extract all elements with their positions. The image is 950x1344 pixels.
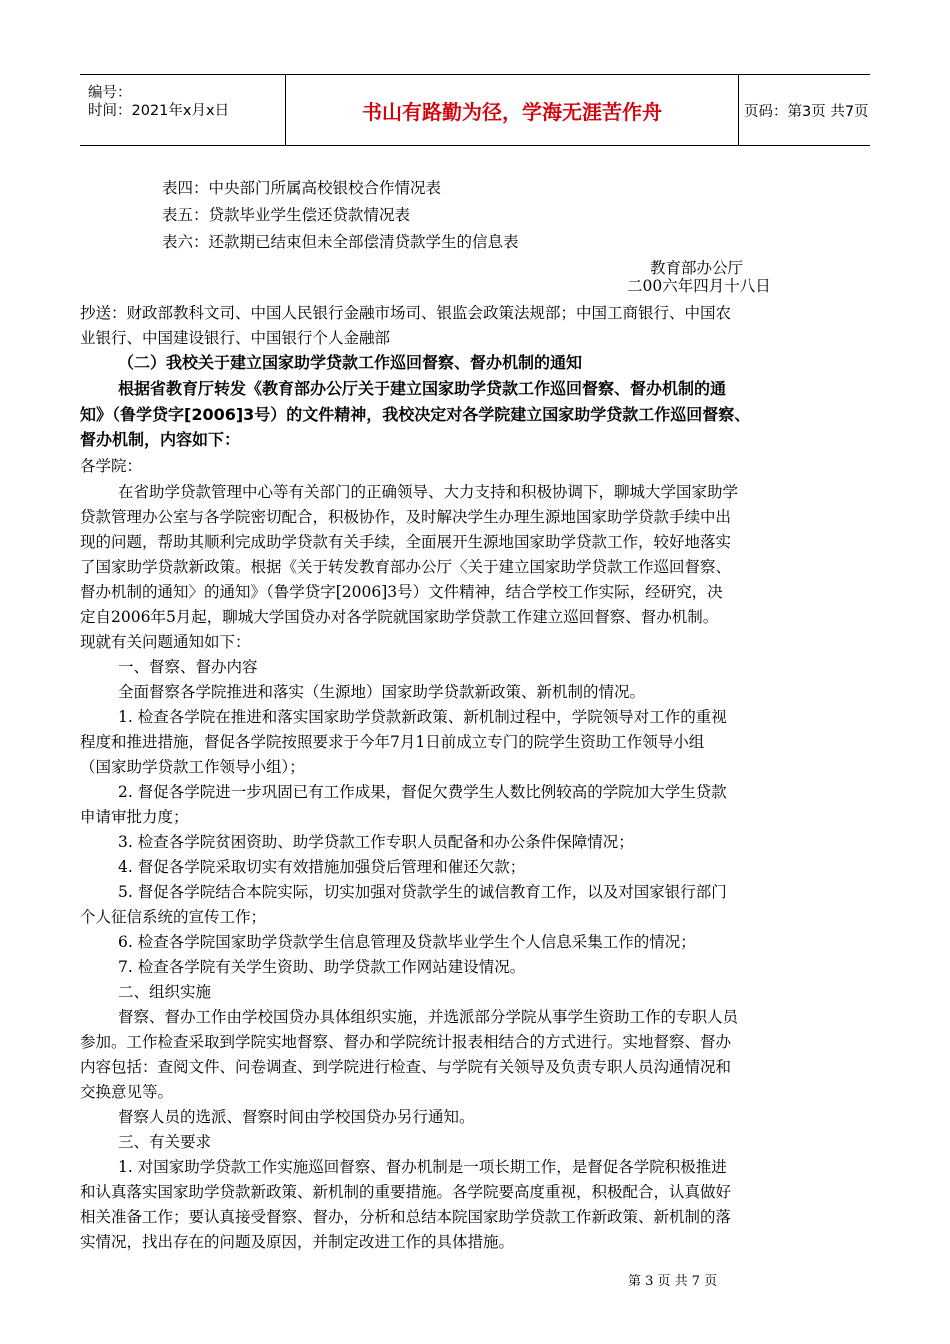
intro-line: 知》（鲁学贷字[2006]3号）的文件精神，我校决定对各学院建立国家助学贷款工作巡回督察、 <box>80 405 751 424</box>
body-line: （国家助学贷款工作领导小组）； <box>80 758 305 776</box>
body-line: 和认真落实国家助学贷款新政策、新机制的重要措施。各学院要高度重视，积极配合，认真做好 <box>80 1183 732 1201</box>
body-line: 督察人员的选派、督察时间由学校国贷办另行通知。 <box>118 1108 475 1126</box>
attachment-line: 表四：中央部门所属高校银校合作情况表 <box>162 179 442 197</box>
body-line: 4. 督促各学院采取切实有效措施加强贷后管理和催还欠款； <box>118 858 526 876</box>
cc-line: 抄送：财政部教科文司、中国人民银行金融市场司、银监会政策法规部；中国工商银行、中国农 <box>80 304 732 322</box>
body-line: 3. 检查各学院贫困资助、助学贷款工作专职人员配备和办公条件保障情况； <box>118 833 634 851</box>
body-line: 交换意见等。 <box>80 1083 174 1101</box>
section-heading: （二）我校关于建立国家助学贷款工作巡回督察、督办机制的通知 <box>118 353 583 372</box>
body-line: 5. 督促各学院结合本院实际，切实加强对贷款学生的诚信教育工作，以及对国家银行部门 <box>118 883 727 901</box>
body-line: 了国家助学贷款新政策。根据《关于转发教育部办公厅〈关于建立国家助学贷款工作巡回督察、 <box>80 558 732 576</box>
body-line: 现就有关问题通知如下： <box>80 633 251 651</box>
cc-line: 业银行、中国建设银行、中国银行个人金融部 <box>80 329 391 347</box>
body-line: 定自2006年5月起，聊城大学国贷办对各学院就国家助学贷款工作建立巡回督察、督办机制。 <box>80 608 719 626</box>
body-line: 6. 检查各学院国家助学贷款学生信息管理及贷款毕业学生个人信息采集工作的情况； <box>118 933 696 951</box>
body-line: 个人征信系统的宣传工作； <box>80 908 267 926</box>
body-line: 1. 检查各学院在推进和落实国家助学贷款新政策、新机制过程中，学院领导对工作的重视 <box>118 708 727 726</box>
time-label: 时间：2021年x月x日 <box>88 103 230 119</box>
body-line: 2. 督促各学院进一步巩固已有工作成果，督促欠费学生人数比例较高的学院加大学生贷款 <box>118 783 727 801</box>
intro-line: 根据省教育厅转发《教育部办公厅关于建立国家助学贷款工作巡回督察、督办机制的通 <box>118 379 727 398</box>
body-line: 全面督察各学院推进和落实（生源地）国家助学贷款新政策、新机制的情况。 <box>118 683 646 701</box>
header-page-label: 页码：第3页 共7页 <box>744 103 869 120</box>
body-line: 在省助学贷款管理中心等有关部门的正确领导、大力支持和积极协调下，聊城大学国家助学 <box>118 483 739 501</box>
body-line: 贷款管理办公室与各学院密切配合，积极协作，及时解决学生办理生源地国家助学贷款手续中出 <box>80 508 732 526</box>
body-line: 实情况，找出存在的问题及原因，并制定改进工作的具体措施。 <box>80 1233 515 1251</box>
header-meta <box>80 75 285 145</box>
issuer: 教育部办公厅 <box>650 259 744 277</box>
body-line: 申请审批力度； <box>80 808 189 826</box>
page-header <box>80 74 870 146</box>
body-line: 7. 检查各学院有关学生资助、助学贷款工作网站建设情况。 <box>118 958 526 976</box>
subsection-heading: 一、督察、督办内容 <box>118 658 258 676</box>
salutation: 各学院： <box>80 457 143 475</box>
subsection-heading: 三、有关要求 <box>118 1133 212 1151</box>
body-line: 督察、督办工作由学校国贷办具体组织实施，并选派部分学院从事学生资助工作的专职人员 <box>118 1008 739 1026</box>
body-line: 督办机制的通知〉的通知》（鲁学贷字[2006]3号）文件精神，结合学校工作实际，经研究，决 <box>80 583 723 601</box>
page-footer: 第 3 页 共 7 页 <box>628 1274 718 1289</box>
intro-line: 督办机制，内容如下： <box>80 430 241 449</box>
body-line: 1. 对国家助学贷款工作实施巡回督察、督办机制是一项长期工作，是督促各学院积极推进 <box>118 1158 727 1176</box>
attachment-line: 表六：还款期已结束但未全部偿清贷款学生的信息表 <box>162 233 519 251</box>
subsection-heading: 二、组织实施 <box>118 983 212 1001</box>
body-line: 程度和推进措施，督促各学院按照要求于今年7月1日前成立专门的院学生资助工作领导小组 <box>80 733 705 751</box>
number-label: 编号： <box>88 85 132 101</box>
body-line: 现的问题，帮助其顺利完成助学贷款有关手续，全面展开生源地国家助学贷款工作，较好地落实 <box>80 533 732 551</box>
attachment-line: 表五：贷款毕业学生偿还贷款情况表 <box>162 206 411 224</box>
body-line: 相关准备工作；要认真接受督察、督办，分析和总结本院国家助学贷款工作新政策、新机制的落 <box>80 1208 732 1226</box>
issue-date: 二00六年四月十八日 <box>627 277 771 295</box>
body-line: 参加。工作检查采取到学院实地督察、督办和学院统计报表相结合的方式进行。实地督察、督办 <box>80 1033 732 1051</box>
header-motto: 书山有路勤为径，学海无涯苦作舟 <box>285 75 739 145</box>
body-line: 内容包括：查阅文件、问卷调查、到学院进行检查、与学院有关领导及负责专职人员沟通情况和 <box>80 1058 732 1076</box>
